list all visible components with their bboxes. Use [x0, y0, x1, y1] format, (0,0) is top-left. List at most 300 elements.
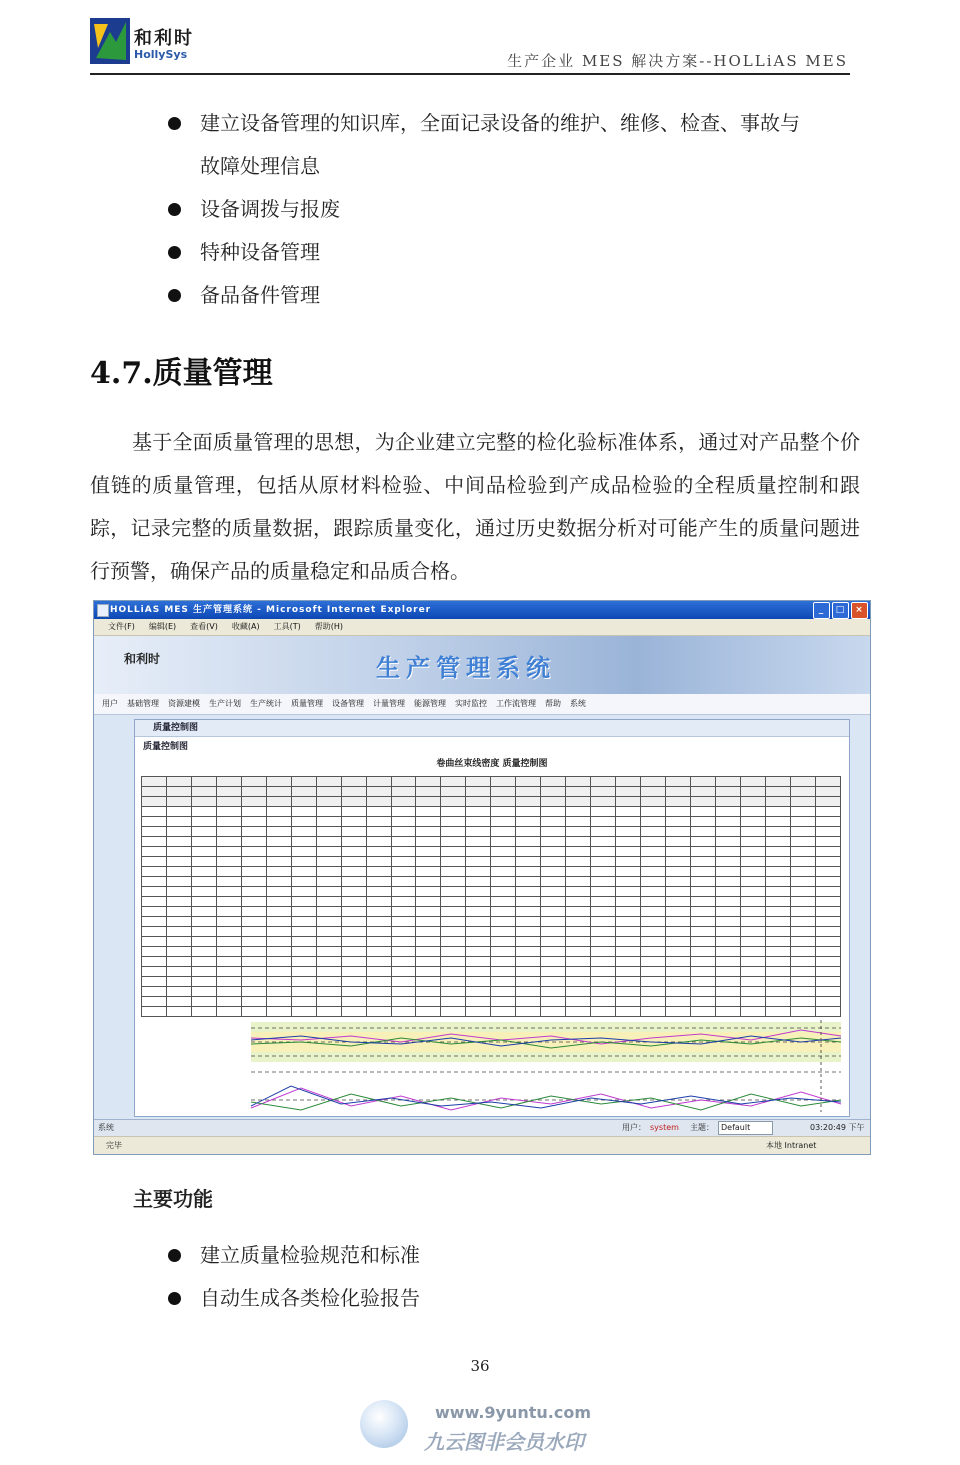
table-cell — [815, 987, 840, 997]
table-cell — [641, 807, 666, 817]
table-cell — [815, 917, 840, 927]
table-cell — [216, 817, 241, 827]
minimize-icon[interactable]: _ — [813, 602, 830, 619]
table-cell — [740, 1007, 765, 1017]
table-cell — [815, 907, 840, 917]
security-zone: 本地 Intranet — [766, 1141, 817, 1150]
table-cell — [790, 957, 815, 967]
table-cell — [566, 957, 591, 967]
table-cell — [316, 907, 341, 917]
table-cell — [666, 787, 691, 797]
table-cell — [366, 847, 391, 857]
table-cell — [690, 937, 715, 947]
table-cell — [142, 827, 167, 837]
table-cell — [441, 907, 466, 917]
table-row — [142, 887, 841, 897]
table-cell — [241, 877, 266, 887]
nav-item[interactable]: 实时监控 — [455, 699, 487, 708]
table-row — [142, 827, 841, 837]
nav-item[interactable]: 帮助 — [545, 699, 561, 708]
table-cell — [790, 907, 815, 917]
table-cell — [266, 847, 291, 857]
table-cell — [216, 837, 241, 847]
table-cell — [815, 897, 840, 907]
table-cell — [516, 877, 541, 887]
table-cell — [491, 957, 516, 967]
table-cell — [216, 987, 241, 997]
table-cell — [466, 917, 491, 927]
table-cell — [666, 797, 691, 807]
table-cell — [491, 927, 516, 937]
table-cell — [391, 907, 416, 917]
table-cell — [142, 997, 167, 1007]
table-cell — [341, 817, 366, 827]
table-row — [142, 947, 841, 957]
table-cell — [291, 987, 316, 997]
nav-item[interactable]: 能源管理 — [414, 699, 446, 708]
table-cell — [641, 957, 666, 967]
table-row — [142, 847, 841, 857]
table-cell — [416, 797, 441, 807]
table-cell — [466, 997, 491, 1007]
table-cell — [216, 977, 241, 987]
table-cell — [541, 817, 566, 827]
table-cell — [541, 987, 566, 997]
nav-item[interactable]: 系统 — [570, 699, 586, 708]
table-cell — [166, 897, 191, 907]
table-cell — [191, 857, 216, 867]
table-cell — [566, 937, 591, 947]
nav-item[interactable]: 生产统计 — [250, 699, 282, 708]
table-cell — [641, 817, 666, 827]
table-cell — [790, 917, 815, 927]
table-cell — [166, 817, 191, 827]
table-cell — [666, 907, 691, 917]
table-cell — [191, 917, 216, 927]
table-cell — [666, 877, 691, 887]
banner-title: 生产管理系统 — [376, 654, 556, 682]
table-cell — [341, 777, 366, 787]
table-cell — [591, 867, 616, 877]
table-cell — [191, 797, 216, 807]
table-cell — [491, 787, 516, 797]
table-cell — [690, 847, 715, 857]
table-cell — [441, 957, 466, 967]
menu-view[interactable]: 查看(V) — [190, 622, 218, 631]
table-cell — [266, 887, 291, 897]
table-cell — [616, 777, 641, 787]
table-cell — [316, 787, 341, 797]
hollysys-logo-icon — [90, 18, 130, 64]
table-cell — [541, 907, 566, 917]
nav-item[interactable]: 资源建模 — [168, 699, 200, 708]
table-cell — [166, 957, 191, 967]
table-cell — [191, 807, 216, 817]
table-cell — [366, 897, 391, 907]
table-cell — [341, 987, 366, 997]
table-cell — [740, 867, 765, 877]
table-cell — [715, 917, 740, 927]
table-cell — [815, 797, 840, 807]
table-cell — [416, 997, 441, 1007]
table-cell — [566, 787, 591, 797]
table-cell — [641, 907, 666, 917]
table-cell — [740, 877, 765, 887]
table-cell — [341, 917, 366, 927]
table-cell — [541, 927, 566, 937]
table-cell — [666, 837, 691, 847]
table-cell — [790, 857, 815, 867]
theme-select[interactable]: Default — [718, 1121, 773, 1135]
table-cell — [765, 987, 790, 997]
table-cell — [142, 787, 167, 797]
table-cell — [466, 957, 491, 967]
table-cell — [391, 827, 416, 837]
table-cell — [291, 787, 316, 797]
table-cell — [541, 947, 566, 957]
cloud-icon — [360, 1400, 408, 1448]
table-cell — [291, 927, 316, 937]
close-icon[interactable]: × — [851, 602, 868, 619]
table-cell — [541, 997, 566, 1007]
table-cell — [765, 797, 790, 807]
table-cell — [541, 967, 566, 977]
table-cell — [591, 907, 616, 917]
table-cell — [516, 977, 541, 987]
table-cell — [416, 937, 441, 947]
table-cell — [566, 997, 591, 1007]
table-cell — [790, 877, 815, 887]
table-cell — [715, 807, 740, 817]
table-cell — [266, 987, 291, 997]
table-cell — [366, 787, 391, 797]
table-cell — [690, 867, 715, 877]
table-cell — [591, 777, 616, 787]
table-cell — [191, 987, 216, 997]
table-cell — [616, 847, 641, 857]
table-cell — [690, 887, 715, 897]
table-cell — [366, 927, 391, 937]
table-cell — [666, 937, 691, 947]
table-cell — [191, 837, 216, 847]
table-row — [142, 907, 841, 917]
table-cell — [641, 987, 666, 997]
table-cell — [566, 967, 591, 977]
table-cell — [416, 957, 441, 967]
table-cell — [441, 997, 466, 1007]
table-cell — [166, 907, 191, 917]
table-cell — [441, 857, 466, 867]
menu-favorites[interactable]: 收藏(A) — [231, 622, 260, 631]
table-cell — [391, 897, 416, 907]
table-cell — [166, 867, 191, 877]
table-cell — [765, 777, 790, 787]
table-cell — [541, 897, 566, 907]
table-row — [142, 937, 841, 947]
table-cell — [266, 927, 291, 937]
table-cell — [740, 927, 765, 937]
table-cell — [541, 887, 566, 897]
table-cell — [466, 847, 491, 857]
table-cell — [216, 897, 241, 907]
table-cell — [191, 787, 216, 797]
table-row — [142, 807, 841, 817]
table-cell — [815, 937, 840, 947]
table-cell — [715, 1007, 740, 1017]
table-cell — [566, 867, 591, 877]
nav-item[interactable]: 用户 — [102, 699, 118, 708]
table-cell — [541, 787, 566, 797]
table-cell — [241, 927, 266, 937]
nav-item[interactable]: 基础管理 — [127, 699, 159, 708]
table-cell — [366, 967, 391, 977]
nav-item[interactable]: 设备管理 — [332, 699, 364, 708]
table-cell — [291, 827, 316, 837]
table-cell — [316, 977, 341, 987]
table-cell — [715, 777, 740, 787]
table-cell — [441, 977, 466, 987]
table-cell — [391, 807, 416, 817]
table-cell — [416, 947, 441, 957]
table-cell — [616, 827, 641, 837]
table-cell — [616, 817, 641, 827]
table-cell — [616, 907, 641, 917]
table-row — [142, 877, 841, 887]
table-cell — [241, 787, 266, 797]
table-cell — [765, 947, 790, 957]
table-cell — [641, 787, 666, 797]
table-cell — [790, 787, 815, 797]
nav-item[interactable]: 质量管理 — [291, 699, 323, 708]
table-cell — [566, 907, 591, 917]
table-cell — [341, 807, 366, 817]
menu-help[interactable]: 帮助(H) — [314, 622, 343, 631]
table-cell — [316, 817, 341, 827]
table-cell — [216, 857, 241, 867]
table-cell — [690, 927, 715, 937]
table-cell — [541, 957, 566, 967]
table-cell — [815, 837, 840, 847]
table-cell — [241, 777, 266, 787]
table-cell — [666, 827, 691, 837]
table-cell — [566, 827, 591, 837]
table-cell — [740, 917, 765, 927]
table-cell — [740, 797, 765, 807]
table-cell — [416, 897, 441, 907]
table-cell — [366, 877, 391, 887]
table-cell — [790, 1007, 815, 1017]
menu-tools[interactable]: 工具(T) — [273, 622, 301, 631]
table-cell — [715, 827, 740, 837]
table-cell — [216, 797, 241, 807]
table-cell — [241, 827, 266, 837]
table-cell — [441, 1007, 466, 1017]
logo-english-name: HollySys — [134, 48, 188, 61]
table-cell — [142, 927, 167, 937]
table-cell — [715, 867, 740, 877]
table-cell — [466, 867, 491, 877]
table-cell — [740, 817, 765, 827]
table-cell — [191, 1007, 216, 1017]
panel-title: 质量控制图 — [135, 720, 849, 737]
table-cell — [291, 857, 316, 867]
table-cell — [516, 937, 541, 947]
table-cell — [765, 837, 790, 847]
table-cell — [616, 937, 641, 947]
table-cell — [815, 1007, 840, 1017]
table-row — [142, 777, 841, 787]
table-cell — [616, 1007, 641, 1017]
table-cell — [241, 997, 266, 1007]
table-cell — [566, 977, 591, 987]
table-cell — [316, 937, 341, 947]
table-cell — [491, 847, 516, 857]
table-cell — [216, 907, 241, 917]
table-cell — [740, 887, 765, 897]
table-row — [142, 957, 841, 967]
table-cell — [316, 807, 341, 817]
table-cell — [216, 917, 241, 927]
table-cell — [416, 917, 441, 927]
list-item: 备品备件管理 — [165, 274, 865, 317]
table-cell — [441, 867, 466, 877]
table-cell — [366, 887, 391, 897]
table-cell — [341, 997, 366, 1007]
table-cell — [690, 787, 715, 797]
nav-item[interactable]: 计量管理 — [373, 699, 405, 708]
table-cell — [815, 787, 840, 797]
table-cell — [142, 947, 167, 957]
table-cell — [516, 797, 541, 807]
list-item: 特种设备管理 — [165, 231, 865, 274]
table-cell — [491, 777, 516, 787]
table-cell — [491, 837, 516, 847]
table-cell — [391, 1007, 416, 1017]
table-cell — [516, 837, 541, 847]
table-cell — [266, 947, 291, 957]
table-cell — [541, 1007, 566, 1017]
table-cell — [790, 797, 815, 807]
table-cell — [790, 937, 815, 947]
table-cell — [516, 817, 541, 827]
table-cell — [166, 777, 191, 787]
table-cell — [266, 787, 291, 797]
table-cell — [466, 797, 491, 807]
table-cell — [765, 887, 790, 897]
table-cell — [166, 827, 191, 837]
table-cell — [166, 917, 191, 927]
table-cell — [616, 897, 641, 907]
table-cell — [591, 977, 616, 987]
table-cell — [416, 987, 441, 997]
table-cell — [491, 797, 516, 807]
table-cell — [666, 967, 691, 977]
table-cell — [641, 867, 666, 877]
table-cell — [391, 797, 416, 807]
table-cell — [241, 847, 266, 857]
table-cell — [690, 987, 715, 997]
table-cell — [341, 967, 366, 977]
table-cell — [416, 837, 441, 847]
table-cell — [291, 977, 316, 987]
nav-item[interactable]: 工作流管理 — [496, 699, 536, 708]
table-cell — [666, 997, 691, 1007]
table-cell — [416, 877, 441, 887]
table-cell — [790, 867, 815, 877]
table-cell — [591, 947, 616, 957]
table-cell — [266, 877, 291, 887]
ie-menubar — [94, 619, 870, 636]
table-cell — [366, 937, 391, 947]
table-cell — [541, 807, 566, 817]
table-cell — [765, 1007, 790, 1017]
table-cell — [341, 977, 366, 987]
table-cell — [591, 927, 616, 937]
table-cell — [690, 837, 715, 847]
table-cell — [566, 777, 591, 787]
table-cell — [765, 897, 790, 907]
list-item: 设备调拨与报废 — [165, 188, 865, 231]
table-cell — [740, 947, 765, 957]
system-menu-button[interactable]: 系统 — [98, 1123, 114, 1132]
table-cell — [516, 807, 541, 817]
table-cell — [666, 867, 691, 877]
table-cell — [341, 857, 366, 867]
table-cell — [591, 817, 616, 827]
maximize-icon[interactable]: □ — [832, 602, 849, 619]
table-cell — [616, 997, 641, 1007]
table-cell — [740, 807, 765, 817]
table-cell — [291, 917, 316, 927]
table-cell — [466, 877, 491, 887]
table-cell — [715, 967, 740, 977]
table-cell — [441, 827, 466, 837]
table-cell — [666, 817, 691, 827]
table-cell — [491, 817, 516, 827]
table-cell — [341, 907, 366, 917]
table-cell — [391, 977, 416, 987]
table-cell — [641, 827, 666, 837]
table-cell — [142, 837, 167, 847]
table-cell — [291, 937, 316, 947]
table-cell — [391, 867, 416, 877]
menu-edit[interactable]: 编辑(E) — [148, 622, 177, 631]
table-cell — [241, 807, 266, 817]
table-cell — [291, 887, 316, 897]
table-cell — [491, 1007, 516, 1017]
table-row — [142, 787, 841, 797]
table-cell — [266, 807, 291, 817]
table-cell — [142, 877, 167, 887]
table-cell — [166, 797, 191, 807]
table-cell — [591, 877, 616, 887]
table-cell — [616, 987, 641, 997]
table-cell — [740, 857, 765, 867]
table-cell — [491, 947, 516, 957]
table-cell — [291, 877, 316, 887]
table-cell — [790, 997, 815, 1007]
table-cell — [241, 967, 266, 977]
table-cell — [316, 997, 341, 1007]
list-item: 建立质量检验规范和标准 — [165, 1234, 865, 1277]
menu-file[interactable]: 文件(F) — [108, 622, 135, 631]
nav-item[interactable]: 生产计划 — [209, 699, 241, 708]
table-cell — [166, 857, 191, 867]
table-row — [142, 987, 841, 997]
table-cell — [566, 857, 591, 867]
table-cell — [191, 887, 216, 897]
table-cell — [591, 827, 616, 837]
